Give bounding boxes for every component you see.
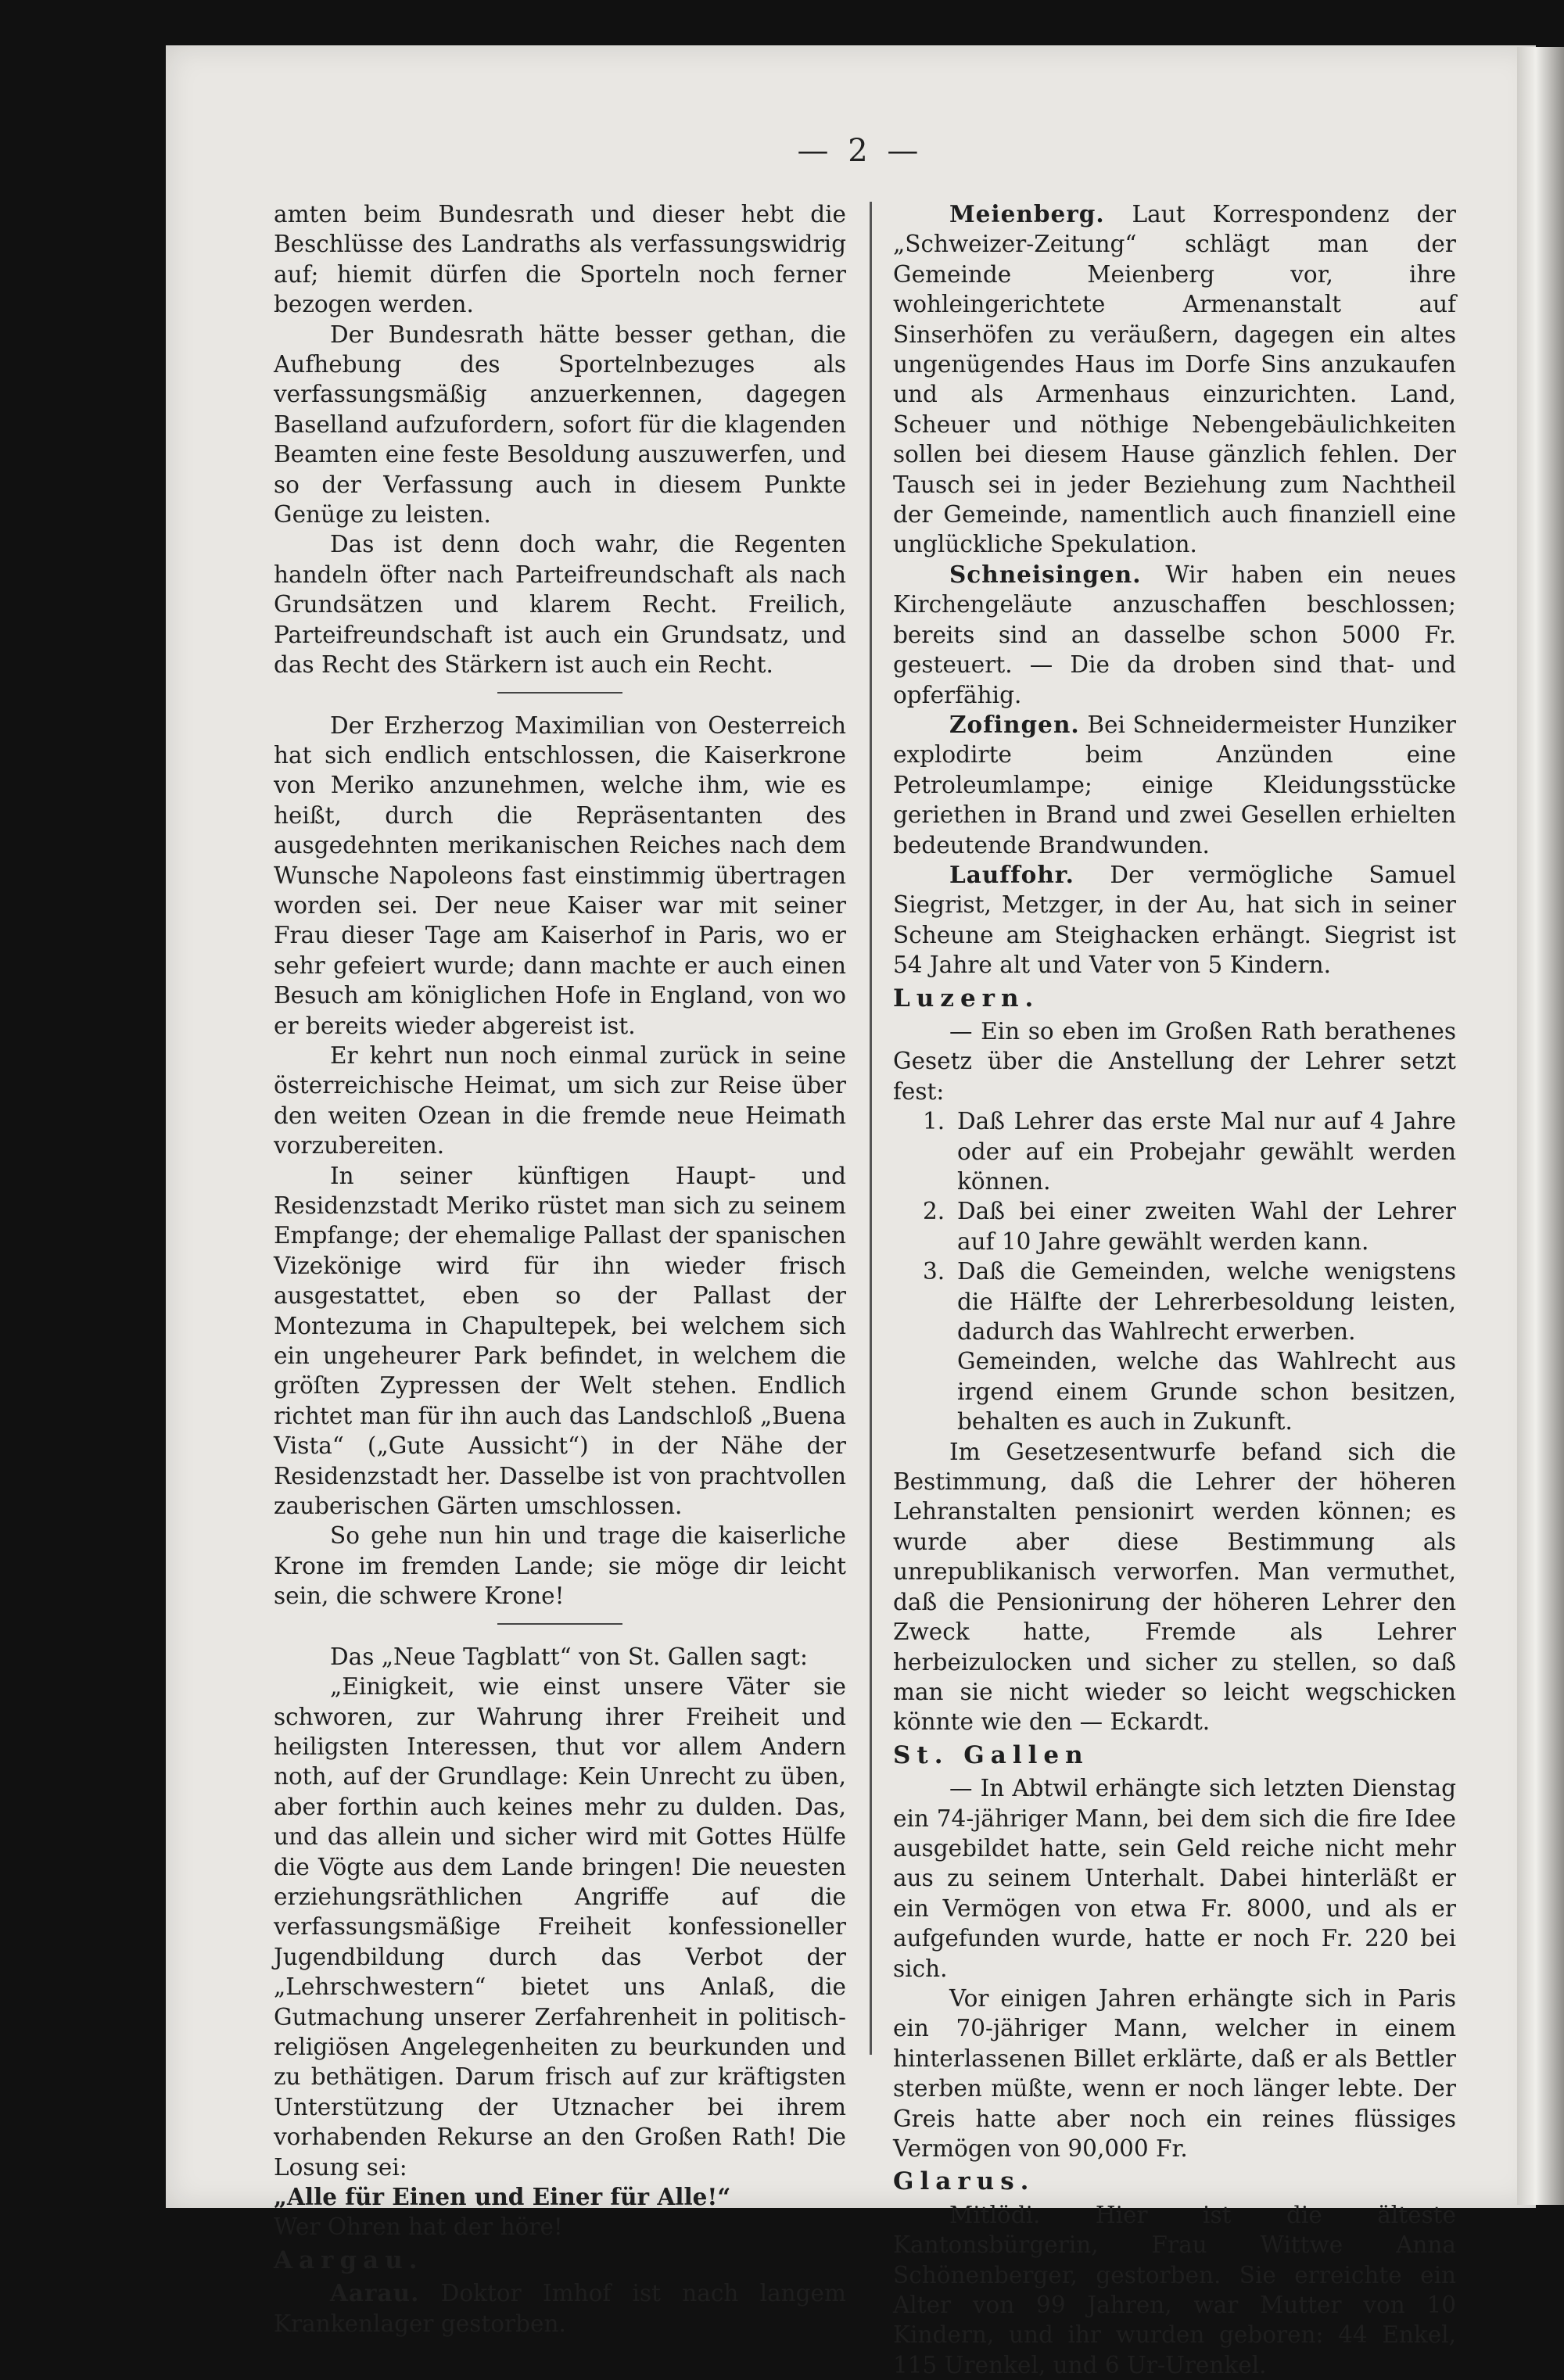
page-number: — 2 — — [797, 133, 924, 169]
list-continuation: Gemeinden, welche das Wahlrecht aus irgend einem Grunde schon besitzen, behalten es auch in Zukunft. — [957, 1348, 1456, 1436]
paragraph: Mitlödi. Hier ist die älteste Kantonsbürgerin, Frau Wittwe Anna Schönenberger, gestorben. Sie erreichte ein Alter von 99 Jahren, war Mutter von 10 Kindern, und ihr wurden geboren: 44 Enkel, 115 Urenkel, und 6 Ur-Urenkel. — [893, 2201, 1456, 2378]
paragraph: In seiner künftigen Haupt- und Residenzstadt Meriko rüstet man sich zu seinem Empfange; der ehemalige Pallast der spanischen Vizekönige wird für ihn wieder frisch ausgestattet, eben so der Pallast der Montezuma in Chapultepek, bei welchem sich ein ungeheurer Park befindet, in welchem die gröſten Zypressen der Welt stehen. Endlich richtet man für ihn auch das Landschloß „Buena Vista“ („Gute Aussicht“) in der Nähe der Residenzstadt her. Dasselbe ist von prachtvollen zauberischen Gärten umschlossen. — [274, 1162, 846, 1520]
section-rule — [497, 692, 622, 694]
place-name: Aarau. — [330, 2279, 420, 2307]
paragraph: „Einigkeit, wie einst unsere Väter sie schworen, zur Wahrung ihrer Freiheit und heiligsten Interessen, thut vor allem Andern noth, auf der Grundlage: Kein Unrecht zu üben, aber forthin auch keines mehr zu dulden. Das, und das allein und sicher wird mit Gottes Hülfe die Vögte aus dem Lande bringen! Die neuesten erziehungsräthlichen Angriffe auf die verfassungsmäßige Freiheit konfessioneller Jugendbildung durch das Verbot der „Lehrschwestern“ bietet uns Anlaß, die Gutmachung unserer Zerfahrenheit in politisch-religiösen Angelegenheiten zu beurkunden und zu bethätigen. Darum frisch auf zur kräftigsten Unterstützung der Utznacher bei ihrem vorhabenden Rekurse an den Großen Rath! Die Losung sei: — [274, 1673, 846, 2181]
paragraph: Er kehrt nun noch einmal zurück in seine österreichische Heimat, um sich zur Reise über den weiten Ozean in die fremde neue Heimath vorzubereiten. — [274, 1041, 846, 1160]
motto: „Alle für Einen und Einer für Alle!“ — [274, 2183, 731, 2210]
section-heading: Luzern. — [893, 984, 1040, 1013]
place-name: Meienberg. — [949, 200, 1105, 228]
article-text: Doktor Imhof ist nach langem Krankenlager gestorben. — [274, 2280, 846, 2337]
list-item — [893, 1196, 1456, 1256]
paragraph — [893, 199, 1456, 560]
list-item — [893, 1106, 1456, 1196]
list-number: 3. — [923, 1258, 945, 1285]
section-heading: Aargau. — [274, 2246, 424, 2274]
section-rule — [497, 1623, 622, 1625]
paragraph: Der Bundesrath hätte besser gethan, die Aufhebung des Sportelnbezuges als verfassungsmäßig anzuerkennen, dagegen Baselland aufzufordern, sofort für die klagenden Beamten eine feste Besoldung auszuwerfen, und so der Verfassung auch in diesem Punkte Genüge zu leisten. — [274, 321, 846, 529]
article-text: Wir haben ein neues Kirchengeläute anzuschaffen beschlossen; bereits sind an dasselbe schon 5000 Fr. gesteuert. — Die da droben sind that- und opferfähig. — [893, 561, 1456, 708]
paragraph: Vor einigen Jahren erhängte sich in Paris ein 70-jähriger Mann, welcher in einem hinterlassenen Billet erklärte, daß er als Bettler sterben müßte, wenn er noch länger lebte. Der Greis hatte aber noch ein reines flüssiges Vermögen von 90,000 Fr. — [893, 1984, 1456, 2162]
paragraph — [893, 860, 1456, 980]
section-heading: St. Gallen — [893, 1740, 1089, 1769]
right-column — [893, 199, 1456, 2380]
list-item — [893, 1256, 1456, 1346]
paragraph: Im Gesetzesentwurfe befand sich die Bestimmung, daß die Lehrer der höheren Lehranstalten pensionirt werden können; es wurde aber diese Bestimmung als unrepublikanisch verworfen. Man vermuthet, daß die Pensionirung der höheren Lehrer den Zweck hatte, Fremde als Lehrer herbeizulocken und sicher zu stellen, so daß man sie nicht wieder so leicht wegschicken könnte wie den — Eckardt. — [893, 1438, 1456, 1736]
paragraph: Das ist denn doch wahr, die Regenten handeln öfter nach Parteifreundschaft als nach Grundsätzen und klarem Recht. Freilich, Parteifreundschaft ist auch ein Grundsatz, und das Recht des Stärkern ist auch ein Recht. — [274, 531, 846, 679]
list-text: Daß bei einer zweiten Wahl der Lehrer auf 10 Jahre gewählt werden kann. — [957, 1198, 1456, 1255]
list-text: Daß die Gemeinden, welche wenigstens die Hälfte der Lehrerbesoldung leisten, dadurch das Wahlrecht erwerben. — [957, 1258, 1456, 1346]
place-name: Schneisingen. — [949, 560, 1142, 588]
paragraph — [893, 560, 1456, 710]
column-divider — [870, 202, 872, 2055]
place-name: Zofingen. — [949, 710, 1080, 738]
motto-line: Wer Ohren hat der höre! — [274, 2213, 563, 2241]
article-text: Laut Korrespondenz der „Schweizer-Zeitung“ schlägt man der Gemeinde Meienberg vor, ihre wohleingerichtete Armenanstalt auf Sinserhöfen zu veräußern, dagegen ein altes ungenügendes Haus im Dorfe Sins anzukaufen und als Armenhaus einzurichten. Land, Scheuer und nöthige Nebengebäulichkeiten sollen bei diesem Hause gänzlich fehlen. Der Tausch sei in jeder Beziehung zum Nachtheil der Gemeinde, namentlich auch finanziell eine unglückliche Spekulation. — [893, 201, 1456, 558]
section-heading: Glarus. — [893, 2167, 1035, 2196]
paragraph: Das „Neue Tagblatt“ von St. Gallen sagt: — [330, 1643, 808, 1670]
paragraph — [893, 710, 1456, 860]
left-column — [274, 199, 846, 2339]
paragraph: amten beim Bundesrath und dieser hebt die Beschlüsse des Landraths als verfassungswidrig auf; hiemit dürfen die Sporteln noch ferner bezogen werden. — [274, 201, 846, 318]
paragraph: — Ein so eben im Großen Rath berathenes Gesetz über die Anstellung der Lehrer setzt fest: — [893, 1017, 1456, 1105]
article-text: Der vermögliche Samuel Siegrist, Metzger, in der Au, hat sich in seiner Scheune am Steighacken erhängt. Siegrist ist 54 Jahre alt und Vater von 5 Kindern. — [893, 861, 1456, 979]
paragraph: So gehe nun hin und trage die kaiserliche Krone im fremden Lande; sie möge dir leicht sein, die schwere Krone! — [274, 1522, 846, 1610]
paragraph: — In Abtwil erhängte sich letzten Dienstag ein 74-jähriger Mann, bei dem sich die fire Idee ausgebildet hatte, sein Geld reiche nicht mehr aus zu seinem Unterhalt. Dabei hinterläßt er ein Vermögen von etwa Fr. 8000, und als er aufgefunden wurde, hatte er noch Fr. 220 bei sich. — [893, 1775, 1456, 1982]
place-name: Lauffohr. — [949, 860, 1074, 888]
list-number: 2. — [923, 1198, 945, 1225]
list-text: Daß Lehrer das erste Mal nur auf 4 Jahre oder auf ein Probejahr gewählt werden können. — [957, 1108, 1456, 1195]
paragraph: Der Erzherzog Maximilian von Oesterreich hat sich endlich entschlossen, die Kaiserkrone von Meriko anzunehmen, welche ihm, wie es heißt, durch die Repräsentanten des ausgedehnten merikanischen Reiches nach dem Wunsche Napoleons fast einstimmig übertragen worden sei. Der neue Kaiser war mit seiner Frau dieser Tage am Kaiserhof in Paris, wo er sehr gefeiert wurde; dann machte er auch einen Besuch am königlichen Hofe in England, von wo er bereits wieder abgereist ist. — [274, 711, 846, 1039]
list-number: 1. — [923, 1108, 945, 1135]
article-text: Bei Schneidermeister Hunziker explodirte beim Anzünden eine Petroleumlampe; einige Kleidungsstücke geriethen in Brand und zwei Gesellen erhielten bedeutende Brandwunden. — [893, 711, 1456, 858]
paragraph — [274, 2278, 846, 2339]
numbered-list — [893, 1106, 1456, 1346]
page-fold — [1517, 47, 1564, 2205]
